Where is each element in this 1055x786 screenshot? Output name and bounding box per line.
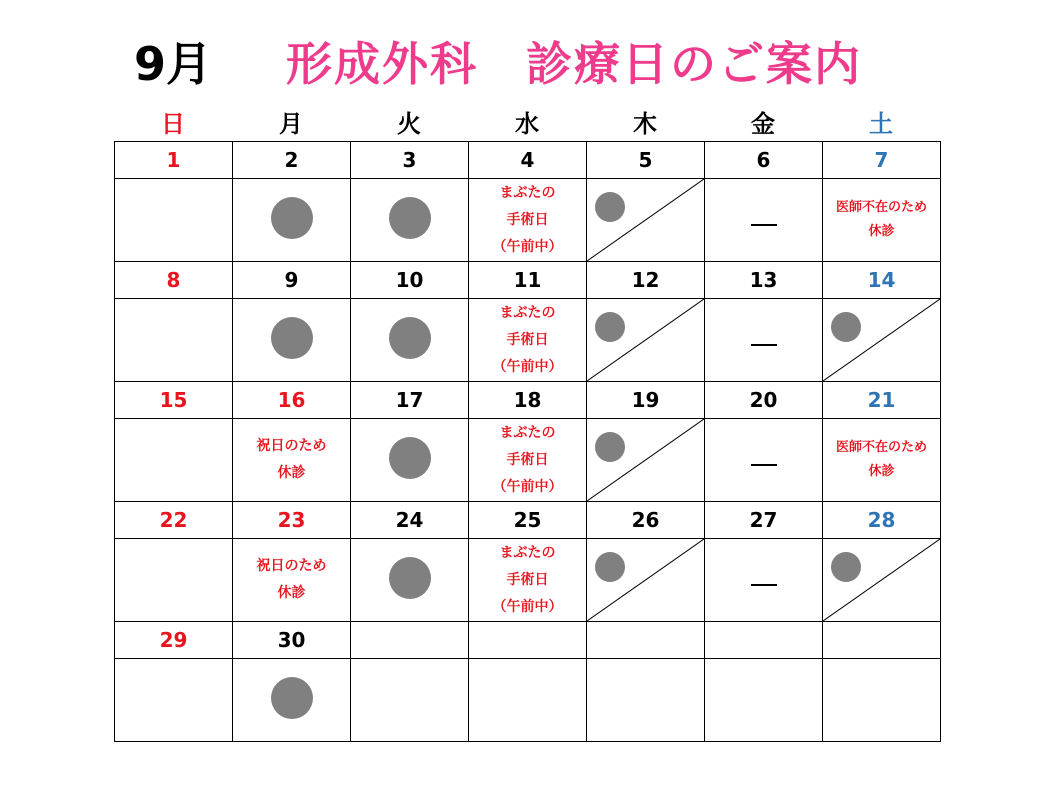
schedule-cell — [705, 659, 823, 742]
half-day-circle-icon — [831, 552, 861, 582]
date-cell: 30 — [233, 622, 351, 659]
date-cell: 15 — [115, 382, 233, 419]
date-cell: 5 — [587, 142, 705, 179]
date-cell: 14 — [823, 262, 941, 299]
schedule-cell — [233, 299, 351, 382]
schedule-cell — [351, 299, 469, 382]
weekday-wed: 水 — [515, 110, 539, 138]
weekday-thu: 木 — [633, 110, 657, 138]
date-cell — [469, 622, 587, 659]
date-cell: 9 — [233, 262, 351, 299]
eyelid-surgery-note: まぶたの 手術日 （午前中） — [492, 544, 563, 615]
schedule-cell — [587, 539, 705, 622]
date-cell: 17 — [351, 382, 469, 419]
open-circle-icon — [389, 317, 431, 359]
date-cell: 10 — [351, 262, 469, 299]
schedule-cell — [823, 539, 941, 622]
date-cell: 21 — [823, 382, 941, 419]
date-cell: 25 — [469, 502, 587, 539]
schedule-cell — [587, 419, 705, 502]
schedule-row — [115, 539, 941, 622]
date-cell: 2 — [233, 142, 351, 179]
schedule-cell — [705, 299, 823, 382]
date-cell: 16 — [233, 382, 351, 419]
weekday-sun: 日 — [161, 110, 185, 138]
open-circle-icon — [389, 197, 431, 239]
weekday-tue: 火 — [397, 110, 421, 138]
schedule-cell — [469, 419, 587, 502]
date-cell — [351, 622, 469, 659]
open-circle-icon — [271, 677, 313, 719]
schedule-cell — [351, 659, 469, 742]
schedule-cell — [233, 659, 351, 742]
schedule-cell — [233, 179, 351, 262]
date-cell: 28 — [823, 502, 941, 539]
holiday-closed-note: 祝日のため 休診 — [256, 558, 327, 601]
schedule-row — [115, 299, 941, 382]
weekday-sat: 土 — [869, 110, 893, 138]
half-day-circle-icon — [595, 552, 625, 582]
schedule-cell — [705, 419, 823, 502]
date-cell: 27 — [705, 502, 823, 539]
date-cell: 12 — [587, 262, 705, 299]
weekday-header — [114, 104, 941, 140]
half-day-circle-icon — [595, 312, 625, 342]
date-cell: 1 — [115, 142, 233, 179]
schedule-cell — [469, 179, 587, 262]
closed-dash-icon — [751, 464, 777, 466]
open-circle-icon — [389, 557, 431, 599]
half-day-circle-icon — [595, 192, 625, 222]
schedule-cell — [823, 419, 941, 502]
date-cell: 18 — [469, 382, 587, 419]
date-cell: 4 — [469, 142, 587, 179]
open-circle-icon — [271, 197, 313, 239]
date-cell: 20 — [705, 382, 823, 419]
month-label: 9月 — [134, 37, 213, 91]
date-cell — [823, 622, 941, 659]
open-circle-icon — [389, 437, 431, 479]
schedule-cell — [823, 179, 941, 262]
schedule-cell — [469, 539, 587, 622]
closed-dash-icon — [751, 224, 777, 226]
schedule-row — [115, 179, 941, 262]
date-cell: 29 — [115, 622, 233, 659]
schedule-cell — [587, 659, 705, 742]
schedule-cell — [705, 179, 823, 262]
weekday-fri: 金 — [751, 110, 775, 138]
schedule-cell — [469, 299, 587, 382]
half-day-circle-icon — [595, 432, 625, 462]
date-cell: 23 — [233, 502, 351, 539]
closed-dash-icon — [751, 344, 777, 346]
schedule-cell — [115, 419, 233, 502]
date-cell: 24 — [351, 502, 469, 539]
date-cell: 19 — [587, 382, 705, 419]
schedule-cell — [823, 299, 941, 382]
half-day-circle-icon — [831, 312, 861, 342]
date-cell — [587, 622, 705, 659]
schedule-cell — [587, 299, 705, 382]
eyelid-surgery-note: まぶたの 手術日 （午前中） — [492, 184, 563, 255]
weekday-mon: 月 — [279, 110, 303, 138]
schedule-cell — [469, 659, 587, 742]
schedule-cell — [233, 419, 351, 502]
date-row — [115, 502, 941, 539]
date-cell: 3 — [351, 142, 469, 179]
date-row — [115, 382, 941, 419]
date-row — [115, 262, 941, 299]
schedule-cell — [823, 659, 941, 742]
open-circle-icon — [271, 317, 313, 359]
doctor-absent-note: 医師不在のため 休診 — [835, 440, 927, 479]
schedule-cell — [115, 299, 233, 382]
closed-dash-icon — [751, 584, 777, 586]
schedule-cell — [115, 659, 233, 742]
schedule-cell — [115, 539, 233, 622]
holiday-closed-note: 祝日のため 休診 — [256, 438, 327, 481]
schedule-cell — [705, 539, 823, 622]
date-cell — [705, 622, 823, 659]
eyelid-surgery-note: まぶたの 手術日 （午前中） — [492, 304, 563, 375]
date-cell: 13 — [705, 262, 823, 299]
eyelid-surgery-note: まぶたの 手術日 （午前中） — [492, 424, 563, 495]
schedule-cell — [351, 419, 469, 502]
page-title: 形成外科 診療日のご案内 — [286, 37, 862, 91]
date-row — [115, 142, 941, 179]
schedule-cell — [587, 179, 705, 262]
schedule-cell — [351, 539, 469, 622]
date-cell: 22 — [115, 502, 233, 539]
schedule-cell — [115, 179, 233, 262]
schedule-cell — [351, 179, 469, 262]
date-cell: 8 — [115, 262, 233, 299]
date-cell: 26 — [587, 502, 705, 539]
calendar-table — [114, 141, 941, 742]
date-cell: 11 — [469, 262, 587, 299]
date-cell: 6 — [705, 142, 823, 179]
schedule-row — [115, 419, 941, 502]
schedule-row — [115, 659, 941, 742]
schedule-cell — [233, 539, 351, 622]
date-row — [115, 622, 941, 659]
doctor-absent-note: 医師不在のため 休診 — [835, 200, 927, 239]
date-cell: 7 — [823, 142, 941, 179]
